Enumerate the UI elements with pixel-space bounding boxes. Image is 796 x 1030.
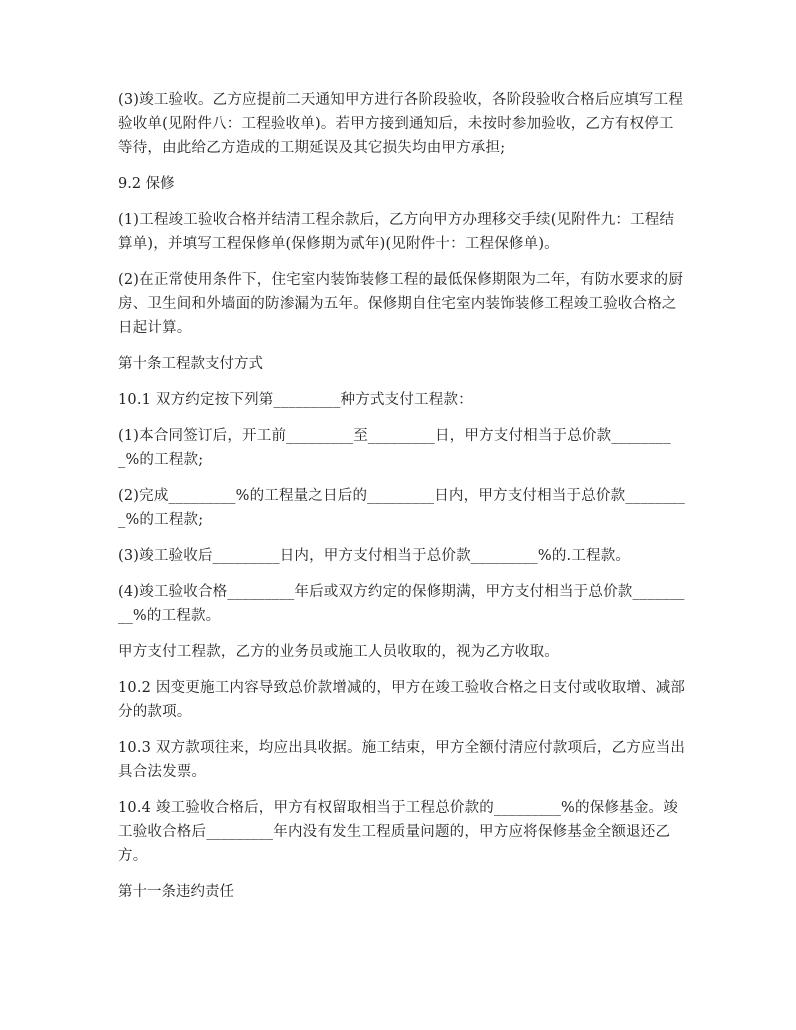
paragraph-payment-method: 10.1 双方约定按下列第_________种方式支付工程款： — [118, 392, 473, 408]
article-heading-liability: 第十一条违约责任 — [118, 884, 234, 900]
paragraph-payment-receipt: 甲方支付工程款，乙方的业务员或施工人员收取的，视为乙方收取。 — [118, 644, 559, 660]
paragraph-payment-1: (1)本合同签订后，开工前_________至_________日，甲方支付相当于总价款_________%的工程款; — [118, 428, 671, 468]
article-heading-payment: 第十条工程款支付方式 — [118, 356, 263, 372]
document-body — [118, 88, 688, 916]
paragraph-payment-3: (3)竣工验收后_________日内，甲方支付相当于总价款_________%的.工程款。 — [118, 548, 631, 564]
paragraph-10-3: 10.3 双方款项往来，均应出具收据。施工结束，甲方全额付清应付款项后，乙方应当出具合法发票。 — [118, 740, 686, 780]
paragraph-warranty-1: (1)工程竣工验收合格并结清工程余款后，乙方向甲方办理移交手续(见附件九：工程结算单)，并填写工程保修单(保修期为贰年)(见附件十：工程保修单)。 — [118, 212, 675, 252]
paragraph-payment-2: (2)完成_________%的工程量之日后的_________日内，甲方支付相当于总价款_________%的工程款; — [118, 488, 685, 528]
paragraph-10-2: 10.2 因变更施工内容导致总价款增减的，甲方在竣工验收合格之日支付或收取增、减部分的款项。 — [118, 680, 686, 720]
section-heading-warranty: 9.2 保修 — [118, 176, 175, 192]
paragraph-warranty-2: (2)在正常使用条件下，住宅室内装饰装修工程的最低保修期限为二年，有防水要求的厨房、卫生间和外墙面的防渗漏为五年。保修期自住宅室内装饰装修工程竣工验收合格之日起计算。 — [118, 272, 684, 336]
paragraph-acceptance: (3)竣工验收。乙方应提前二天通知甲方进行各阶段验收，各阶段验收合格后应填写工程验收单(见附件八：工程验收单)。若甲方接到通知后，未按时参加验收，乙方有权停工等待，由此给乙方造成的工期延误及其它损失均由甲方承担; — [118, 92, 684, 156]
paragraph-10-4: 10.4 竣工验收合格后，甲方有权留取相当于工程总价款的_________%的保修基金。竣工验收合格后_________年内没有发生工程质量问题的，甲方应将保修基金全额退还乙方。 — [118, 800, 678, 864]
paragraph-payment-4: (4)竣工验收合格_________年后或双方约定的保修期满，甲方支付相当于总价款_________%的工程款。 — [118, 584, 685, 624]
